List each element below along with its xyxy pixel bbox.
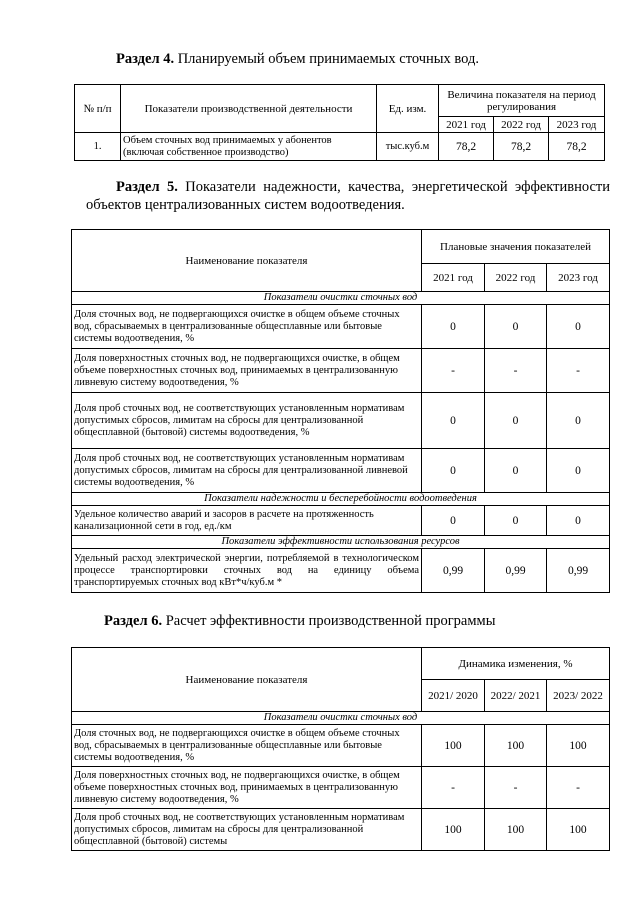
row-value: 0,99 xyxy=(485,549,547,593)
row-name: Доля сточных вод, не подвергающихся очистке в общем объеме сточных вод, сбрасываемых в централизованные общесплавные или бытовые системы водоотведения, % xyxy=(72,725,422,767)
table-row xyxy=(72,549,610,593)
year-header: 2023 год xyxy=(549,117,605,133)
row-value: - xyxy=(485,767,547,809)
table-row xyxy=(72,725,610,767)
section6-heading-number: Раздел 6. xyxy=(104,613,163,629)
col-unit-header: Ед. изм. xyxy=(377,85,439,133)
col-indicator-header: Показатели производственной деятельности xyxy=(121,85,377,133)
col-period-header: Величина показателя на период регулирования xyxy=(439,85,605,117)
col-dyn-header: Динамика изменения, % xyxy=(422,648,610,680)
table-row xyxy=(72,506,610,536)
group-heading: Показатели надежности и бесперебойности водоотведения xyxy=(72,493,610,506)
row-value: 0 xyxy=(485,506,547,536)
section4-table xyxy=(74,84,605,161)
row-number: 1. xyxy=(75,133,121,161)
row-name: Доля поверхностных сточных вод, не подвергающихся очистке, в общем объеме поверхностных сточных вод, принимаемых в централизованную ливневую систему водоотведения, % xyxy=(72,349,422,393)
group-heading: Показатели очистки сточных вод xyxy=(72,712,610,725)
row-value: 0 xyxy=(422,393,485,449)
row-value: 0 xyxy=(485,393,547,449)
section6-table xyxy=(71,647,610,851)
row-value: 100 xyxy=(422,725,485,767)
section5-table xyxy=(71,229,610,593)
table-row xyxy=(75,133,605,161)
year-header: 2023 год xyxy=(547,264,610,292)
row-value: 0 xyxy=(547,449,610,493)
row-value: - xyxy=(422,349,485,393)
row-name: Удельное количество аварий и засоров в расчете на протяженность канализационной сети в год, ед./км xyxy=(72,506,422,536)
row-value: - xyxy=(547,349,610,393)
table-row xyxy=(72,393,610,449)
row-name: Доля проб сточных вод, не соответствующих установленным нормативам допустимых сбросов, лимитам на сбросы для централизованной ливневой системы водоотведения, % xyxy=(72,449,422,493)
row-value: 100 xyxy=(422,809,485,851)
section6-heading-text: Расчет эффективности производственной программы xyxy=(162,613,496,629)
year-header: 2022 год xyxy=(485,264,547,292)
section4-heading xyxy=(116,50,479,68)
row-value: 0 xyxy=(485,449,547,493)
row-value: - xyxy=(547,767,610,809)
section4-heading-text: Планируемый объем принимаемых сточных вод. xyxy=(174,51,479,67)
col-name-header: Наименование показателя xyxy=(72,230,422,292)
table-row xyxy=(72,349,610,393)
col-name-header: Наименование показателя xyxy=(72,648,422,712)
row-name: Доля поверхностных сточных вод, не подвергающихся очистке, в общем объеме поверхностных сточных вод, принимаемых в централизованную ливневую систему водоотведения, % xyxy=(72,767,422,809)
table-row xyxy=(72,449,610,493)
table-row xyxy=(72,809,610,851)
period-header: 2022/ 2021 xyxy=(485,680,547,712)
group-heading: Показатели эффективности использования ресурсов xyxy=(72,536,610,549)
col-num-header: № п/п xyxy=(75,85,121,133)
row-value: 100 xyxy=(485,809,547,851)
row-value: 78,2 xyxy=(494,133,549,161)
section6-heading xyxy=(104,612,495,630)
row-name: Удельный расход электрической энергии, потребляемой в технологическом процессе транспортировки сточных вод на единицу объема транспортируемых сточных вод кВт*ч/куб.м * xyxy=(72,549,422,593)
row-value: 0 xyxy=(422,305,485,349)
year-header: 2021 год xyxy=(439,117,494,133)
section4-heading-number: Раздел 4. xyxy=(116,51,175,67)
row-name: Доля сточных вод, не подвергающихся очистке в общем объеме сточных вод, сбрасываемых в централизованные общесплавные или бытовые системы водоотведения, % xyxy=(72,305,422,349)
section5-heading-text: Показатели надежности, качества, энергетической эффективности xyxy=(177,179,610,195)
row-name: Доля проб сточных вод, не соответствующих установленным нормативам допустимых сбросов, лимитам на сбросы для централизованной общесплавной (бытовой) системы водоотведения, % xyxy=(72,393,422,449)
group-heading: Показатели очистки сточных вод xyxy=(72,292,610,305)
year-header: 2021 год xyxy=(422,264,485,292)
row-value: 78,2 xyxy=(439,133,494,161)
year-header: 2022 год xyxy=(494,117,549,133)
row-unit: тыс.куб.м xyxy=(377,133,439,161)
row-value: 0 xyxy=(422,449,485,493)
row-value: 78,2 xyxy=(549,133,605,161)
section5-heading-line2: объектов централизованных систем водоотведения. xyxy=(86,197,405,213)
row-value: 0 xyxy=(547,393,610,449)
row-value: 0 xyxy=(485,305,547,349)
row-value: 0 xyxy=(547,305,610,349)
section5-heading-number: Раздел 5. xyxy=(116,179,178,195)
row-value: - xyxy=(422,767,485,809)
row-name: Доля проб сточных вод, не соответствующих установленным нормативам допустимых сбросов, лимитам на сбросы для централизованной общесплавной (бытовой) системы xyxy=(72,809,422,851)
section5-heading xyxy=(86,178,610,214)
table-row xyxy=(72,305,610,349)
row-value: 0 xyxy=(422,506,485,536)
table-row xyxy=(72,767,610,809)
row-value: 0 xyxy=(547,506,610,536)
row-value: 0,99 xyxy=(547,549,610,593)
period-header: 2023/ 2022 xyxy=(547,680,610,712)
row-value: 100 xyxy=(547,809,610,851)
col-plan-header: Плановые значения показателей xyxy=(422,230,610,264)
row-value: 100 xyxy=(547,725,610,767)
row-value: - xyxy=(485,349,547,393)
row-value: 100 xyxy=(485,725,547,767)
row-value: 0,99 xyxy=(422,549,485,593)
period-header: 2021/ 2020 xyxy=(422,680,485,712)
row-name: Объем сточных вод принимаемых у абонентов (включая собственное производство) xyxy=(121,133,377,161)
